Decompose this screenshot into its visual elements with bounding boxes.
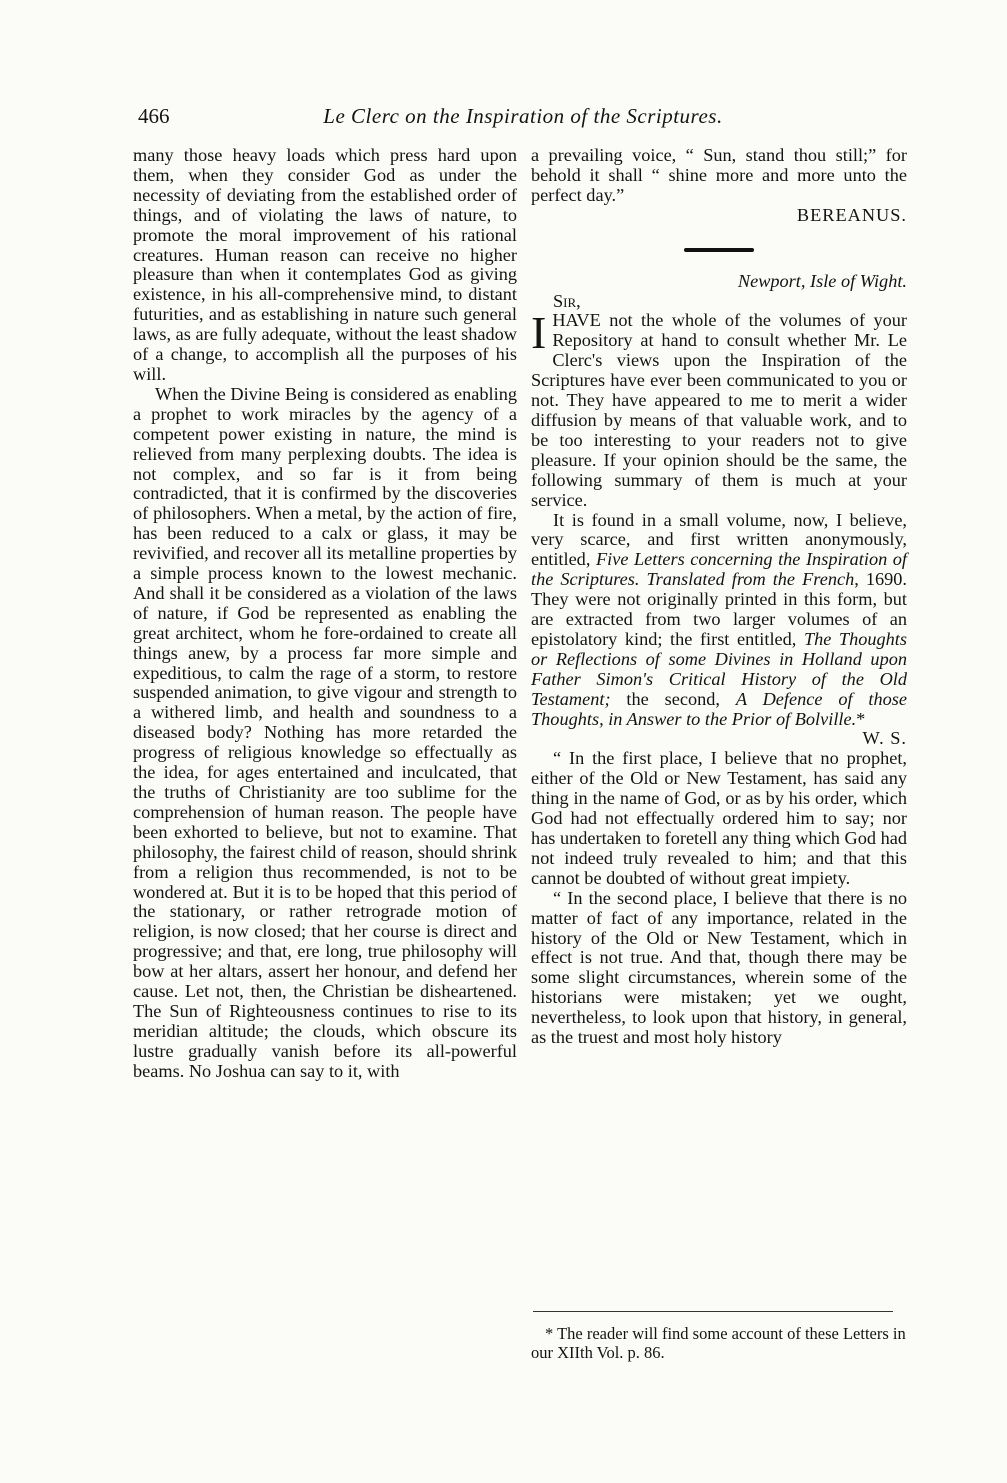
running-title: Le Clerc on the Inspiration of the Scriptures.	[323, 104, 723, 128]
letter-dateline: Newport, Isle of Wight.	[737, 270, 907, 291]
footnote-marker: *	[856, 708, 866, 729]
book-title-five-letters: Five Letters concerning the Inspiration of the Scriptures. Translated from the French	[531, 549, 907, 590]
left-column	[133, 146, 517, 1082]
letter-opening-paragraph: IHAVE not the whole of the volumes of your Repository at hand to consult whether Mr. Le Clerc's views upon the Inspiration of the Scriptures have ever been communicated to you or not. They have appeared to me to merit a wider diffusion by means of that valuable work, and to be too interesting to your readers not to give pleasure. If your opinion should be the same, the following summary of them is much at your service.	[531, 307, 907, 510]
paragraph-continued-right: a prevailing voice, “ Sun, stand thou still;” for behold it shall “ shine more and more unto the perfect day.”	[531, 145, 907, 205]
quote-second-place: “ In the second place, I believe that there is no matter of fact of any importance, related in the history of the Old or New Testament, which in effect is not true. And that, though there may be some slight circumstances, wherein some of the historians were mistaken; yet we ought, nevertheless, to look upon that history, in general, as the truest and most holy history	[531, 887, 907, 1048]
footnote	[531, 1324, 907, 1362]
drop-cap: I	[531, 307, 547, 359]
letter-paragraph-volume: It is found in a small volume, now, I believe, very scarce, and first written anonymously, entitled, Five Letters concerning the Inspiration of the Scriptures. Translated from the French, 1690. They were not originally printed in this form, but are extracted from two larger volumes of an epistolatory kind; the first entitled, The Thoughts or Reflections of some Divines in Holland upon Father Simon's Critical History of the Old Testament; the second, A Defence of those Thoughts, in Answer to the Prior of Bolville.*	[531, 509, 907, 729]
signature-ws: W. S.	[862, 728, 907, 749]
book-title-thoughts: The Thoughts or Reflections of some Divines in Holland upon Father Simon's Critical History of the Old Testament;	[531, 628, 907, 709]
footnote-text: * The reader will find some account of these Letters in our XIIth Vol. p. 86.	[531, 1324, 906, 1362]
signature-bereanus: BEREANUS.	[796, 204, 907, 225]
quote-first-place: “ In the first place, I believe that no prophet, either of the Old or New Testament, has said any thing in the name of God, or as by his order, which God had not effectually ordered him to say; nor has undertaken to foretell any thing which God had not indeed truly revealed to him; and that this cannot be doubted of without great impiety.	[531, 748, 907, 888]
footnote-rule	[533, 1311, 893, 1312]
letter-salutation: Sir,	[553, 290, 581, 311]
right-column	[531, 146, 907, 1048]
running-header	[138, 104, 908, 132]
paragraph-divine-being: When the Divine Being is considered as enabling a prophet to work miracles by the agency of a competent power existing in nature, the mind is relieved from many perplexing doubts. The idea is not complex, and so far is it from being contradicted, that it is confirmed by the discoveries of philosophers. When a metal, by the action of fire, has been reduced to a calx or glass, it may be revivified, and recover all its metalline properties by a simple process known to the lowest mechanic. And shall it be considered as a violation of the laws of nature, if God be represented as enabling the great architect, whom he fore-ordained to create all things anew, by a process far more simple and expeditious, to calm the rage of a storm, to restore suspended animation, to give vigour and strength to a withered limb, and health and soundness to a diseased body? Nothing has more retarded the progress of religious knowledge so effectually as the idea, for ages entertained and inculcated, that the truths of Christianity are too sublime for the comprehension of human reason. The people have been exhorted to believe, but not to examine. That philosophy, the fairest child of reason, should shrink from a religion thus recommended, is not to be wondered at. But it is to be hoped that this period of the stationary, or rather retrograde motion of religion, is now closed; that her course is direct and progressive; and that, ere long, true philosophy will bow at her altars, assert her honour, and defend her cause. Let not, then, the Christian be disheartened. The Sun of Righteousness continues to rise to its meridian altitude; the clouds, which obscure its lustre gradually vanish before its all-powerful beams. No Joshua can say to it, with	[133, 383, 517, 1081]
section-divider	[684, 248, 754, 252]
page-number: 466	[138, 104, 170, 128]
book-title-defence: A Defence of those Thoughts, in Answer to the Prior of Bolville.	[531, 688, 907, 729]
paragraph-continued: many those heavy loads which press hard upon them, when they consider God as under the necessity of deviating from the established order of things, and of violating the laws of nature, to promote the moral improvement of his rational creatures. Human reason can receive no higher pleasure than when it contemplates God as giving existence, in his all-comprehensive mind, to distant futurities, and as establishing in nature such general laws, as are fully adequate, without the least shadow of a change, to accomplish all the purposes of his will.	[133, 145, 517, 384]
